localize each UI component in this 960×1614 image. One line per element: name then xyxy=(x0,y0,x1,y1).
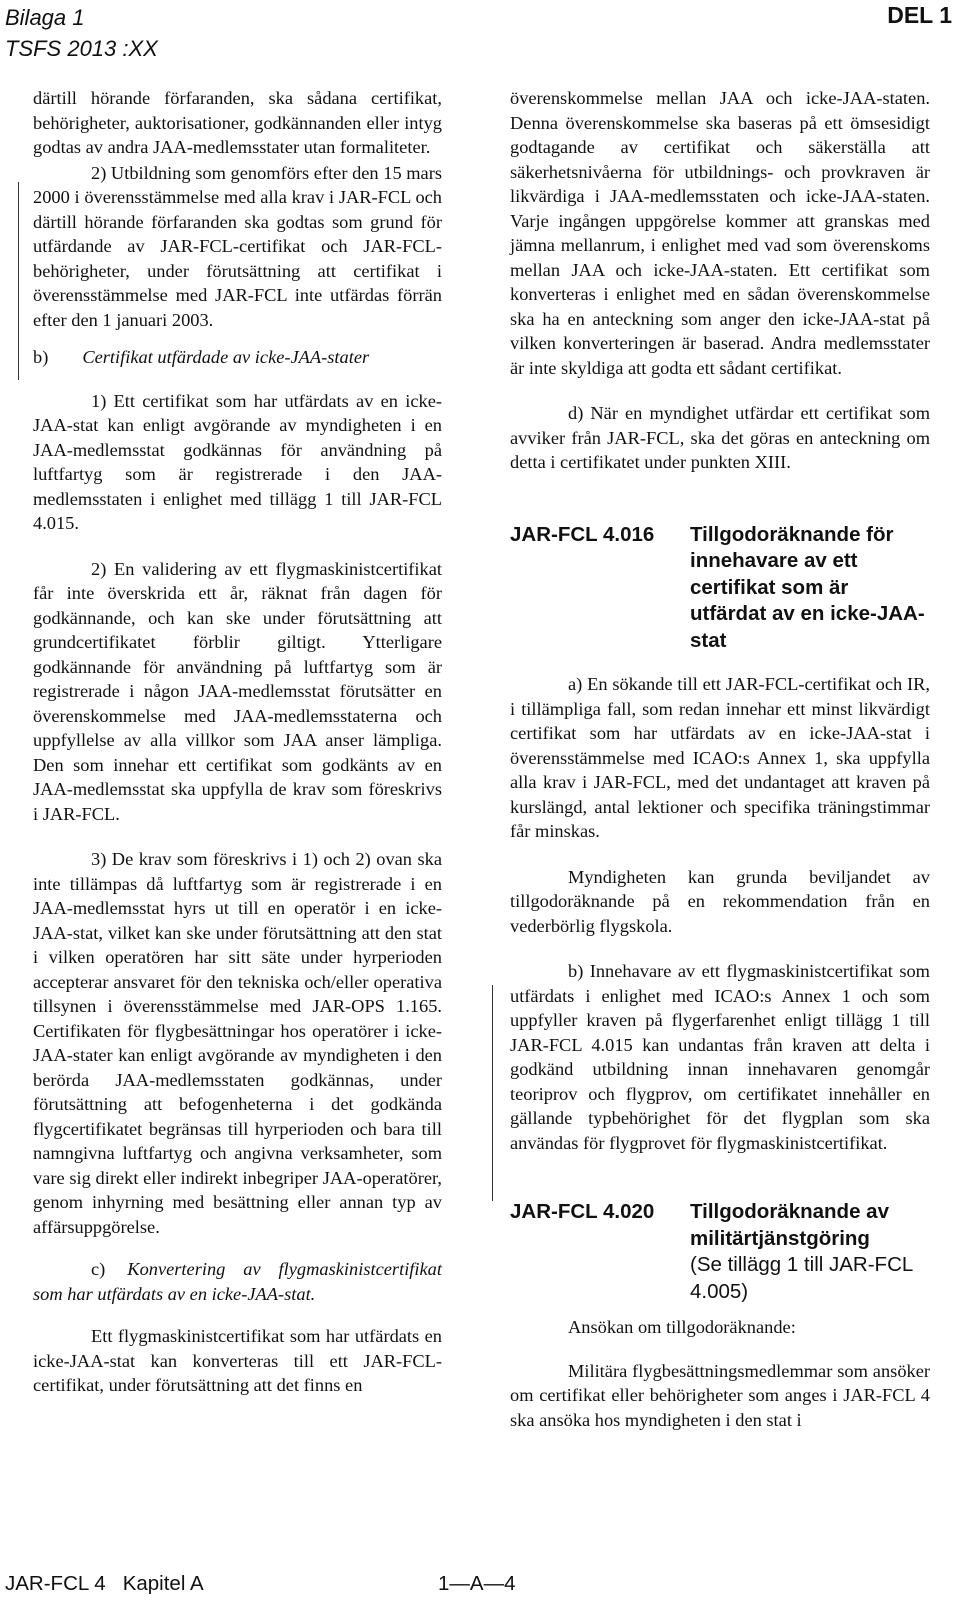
section-heading xyxy=(510,1199,930,1305)
paragraph: a) En sökande till ett JAR-FCL-certifikat och IR, i tillämpliga fall, som redan innehar ett minst likvärdigt certifikat som har utfärdats av en icke-JAA-stat i överensstämmelse med ICAO:s Annex 1, ska uppfylla alla krav i JAR-FCL, med det undantaget att kraven på kurslängd, antal lektioner och specifika träningstimmar får minskas. xyxy=(510,674,930,841)
paragraph: Myndigheten kan grunda beviljandet av tillgodoräknande på en rekommendation från en vederbörlig flygskola. xyxy=(510,866,930,936)
paragraph: 1) Ett certifikat som har utfärdats av en icke-JAA-stat kan enligt avgörande av myndigheten i en JAA-medlemsstat godkännas för användning på luftfartyg som är registrerade i den JAA-medlemsstaten i enlighet med tillägg 1 till JAR-FCL 4.015. xyxy=(33,390,442,533)
subsection-title: Certifikat utfärdade av icke-JAA-stater xyxy=(82,347,370,367)
paragraph: överenskommelse mellan JAA och icke-JAA-staten. Denna överenskommelse ska baseras på ett ömsesidigt godtagande av certifikat och säkerställa att säkerhetsnivåerna för utbildnings- och provkraven är likvärdiga i JAA-medlemsstaten och icke-JAA-staten. Varje ingången uppgörelse kommer att granskas med jämna mellanrum, i enlighet med vad som överenskoms mellan JAA och icke-JAA-staten. Ett certifikat som konverteras i enlighet med en sådan överenskommelse ska ha en anteckning som anger den icke-JAA-stat på vilken konverteringen är baserad. Andra medlemsstater är inte skyldiga att godta ett sådant certifikat. xyxy=(510,88,930,378)
section-title: Tillgodoräknande för innehavare av ett certifikat som är utfärdat av en icke-JAA-stat xyxy=(690,522,925,652)
paragraph: 3) De krav som föreskrivs i 1) och 2) ovan ska inte tillämpas då luftfartyg som är registrerade i en JAA-medlemsstat hyrs ut till en operatör i en icke-JAA-stat, vilket kan ske under förutsättning att den stat i vilken operatören har sitt säte under hyrperioden accepterar ansvaret för den tekniska och/eller operativa tillsynen i överensstämmelse med JAR-OPS 1.165. Certifikaten för flygbesättningar hos operatörer i icke-JAA-stater kan enligt avgörande av myndigheten i den berörda JAA-medlemsstaten godkännas, under förutsättning att befogenheterna i det godkända flygcertifikatet begränsas till hyrperioden och bara till namngivna luftfartyg och angivna verksamheter, som vare sig direkt eller indirekt inbegriper JAA-operatörer, genom inhyrning med besättning eller annan typ av affärsuppgörelse. xyxy=(33,849,442,1237)
paragraph: 2) Utbildning som genomförs efter den 15 mars 2000 i överensstämmelse med alla krav i JAR-FCL och därtill hörande förfaranden ska godtas som grund för utfärdande av JAR-FCL-certifikat och JAR-FCL-behörigheter, under förutsättning att certifikat i överensstämmelse med JAR-FCL inte utfärdas förrän efter den 1 januari 2003. xyxy=(33,162,442,330)
paragraph: Militära flygbesättningsmedlemmar som ansöker om certifikat eller behörigheter som anges i JAR-FCL 4 ska ansöka hos myndigheten i den stat i xyxy=(510,1360,930,1430)
left-column xyxy=(33,86,442,1398)
paragraph: Ett flygmaskinistcertifikat som har utfärdats en icke-JAA-stat kan konverteras till ett JAR-FCL-certifikat, under förutsättning att det finns en xyxy=(33,1326,442,1395)
regulation-code: TSFS 2013 :XX xyxy=(5,36,158,61)
subsection-label: c) xyxy=(91,1259,106,1279)
part-label: DEL 1 xyxy=(887,2,952,28)
paragraph: b) Innehavare av ett flygmaskinistcertifikat som utfärdats i enlighet med ICAO:s Annex 1 och som uppfyller kraven på flygerfarenhet enligt tillägg 1 till JAR-FCL 4.015 kan undantas från kraven att delta i godkänd utbildning innan innehavaren genomgår teoriprov och flygprov, om certifikatet innehåller en gällande typbehörighet för det flygplan som ska användas för flygprovet för flygmaskinistcertifikat. xyxy=(510,961,930,1153)
section-number: JAR-FCL 4.020 xyxy=(510,1200,655,1223)
document-header xyxy=(5,2,158,64)
page-number: 1—A—4 xyxy=(438,1572,516,1595)
subsection-title: Konvertering av flygmaskinistcertifikat som har utfärdats av en icke-JAA-stat. xyxy=(33,1259,442,1304)
subsection-heading xyxy=(33,345,442,370)
section-heading xyxy=(510,522,930,655)
section-number: JAR-FCL 4.016 xyxy=(510,522,655,546)
footer-chapter: JAR-FCL 4 Kapitel A xyxy=(5,1572,204,1595)
subsection-label: b) xyxy=(33,347,49,367)
paragraph: 2) En validering av ett flygmaskinistcertifikat får inte överskrida ett år, räknat från dagen för godkännande, och kan ske under förutsättning att grundcertifikatet förblir giltigt. Ytterligare godkännande för användning på luftfartyg som är registrerade i någon JAA-medlemsstat förutsätter en överenskommelse med JAA-medlemsstaterna och uppfyllelse av alla villkor som JAA anser lämpliga. Den som innehar ett certifikat som godkänts av en JAA-medlemsstat ska uppfylla de krav som föreskrivs i JAR-FCL. xyxy=(33,558,442,824)
subsection-heading xyxy=(33,1257,442,1306)
paragraph: Ansökan om tillgodoräknande: xyxy=(568,1317,796,1337)
annex-label: Bilaga 1 xyxy=(5,5,85,30)
change-bar xyxy=(18,182,19,380)
right-column xyxy=(510,86,930,1432)
paragraph: därtill hörande förfaranden, ska sådana certifikat, behörigheter, auktorisationer, godkännanden eller intyg godtas av andra JAA-medlemsstater utan formaliteter. xyxy=(33,88,442,157)
paragraph: d) När en myndighet utfärdar ett certifikat som avviker från JAR-FCL, ska det göras en anteckning om detta i certifikatet under punkten XIII. xyxy=(510,403,930,472)
change-bar xyxy=(492,985,493,1201)
section-reference: (Se tillägg 1 till JAR-FCL 4.005) xyxy=(690,1253,913,1303)
section-title: Tillgodoräknande av militärtjänstgöring xyxy=(690,1200,889,1250)
